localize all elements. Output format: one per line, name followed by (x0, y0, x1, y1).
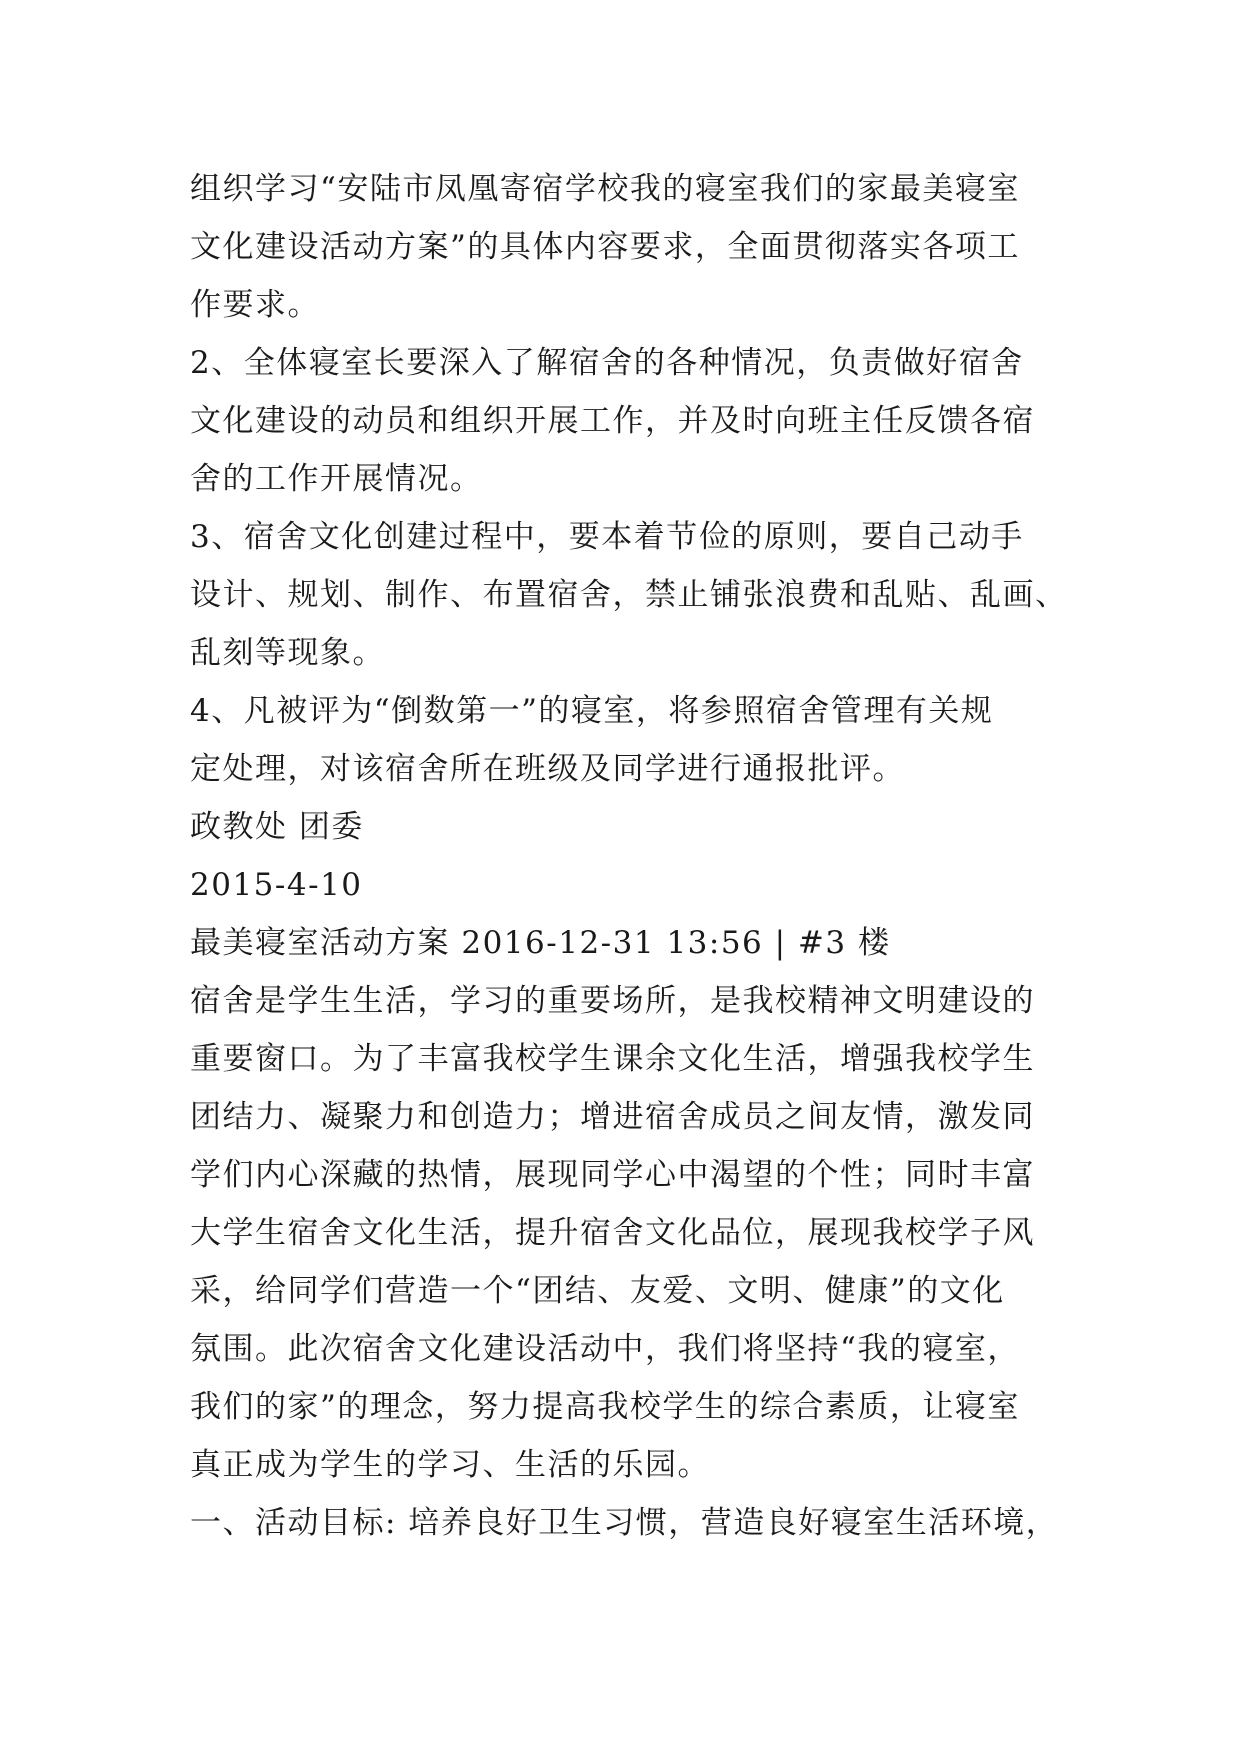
text-line: 学们内心深藏的热情，展现同学心中渴望的个性；同时丰富 (190, 1157, 1035, 1193)
signature-line: 政教处 团委 (190, 809, 364, 845)
text-line: 重要窗口。为了丰富我校学生课余文化生活，增强我校学生 (190, 1041, 1035, 1077)
text-line: 氛围。此次宿舍文化建设活动中，我们将坚持“我的寝室， (190, 1331, 1020, 1367)
text-line: 4、凡被评为“倒数第一”的寝室，将参照宿舍管理有关规 (190, 693, 994, 729)
text-line: 采，给同学们营造一个“团结、友爱、文明、健康”的文化 (190, 1273, 1005, 1309)
text-line: 3、宿舍文化创建过程中，要本着节俭的原则，要自己动手 (190, 519, 1024, 555)
date-line: 2015-4-10 (190, 867, 363, 903)
text-line: 文化建设活动方案”的具体内容要求，全面贯彻落实各项工 (190, 229, 1020, 265)
text-line: 2、全体寝室长要深入了解宿舍的各种情况，负责做好宿舍 (190, 345, 1024, 381)
text-line: 组织学习“安陆市凤凰寄宿学校我的寝室我们的家最美寝室 (190, 171, 1020, 207)
post-header-line: 最美寝室活动方案 2016-12-31 13:56 | #3 楼 (190, 925, 891, 961)
text-line: 团结力、凝聚力和创造力；增进宿舍成员之间友情，激发同 (190, 1099, 1035, 1135)
text-line: 真正成为学生的学习、生活的乐园。 (190, 1447, 710, 1483)
text-line: 作要求。 (190, 287, 320, 323)
document-body (190, 160, 1070, 1552)
text-line: 舍的工作开展情况。 (190, 461, 483, 497)
text-line: 乱刻等现象。 (190, 635, 385, 671)
text-line: 一、活动目标: 培养良好卫生习惯，营造良好寝室生活环境， (190, 1505, 1059, 1541)
text-line: 宿舍是学生生活，学习的重要场所，是我校精神文明建设的 (190, 983, 1035, 1019)
text-line: 大学生宿舍文化生活，提升宿舍文化品位，展现我校学子风 (190, 1215, 1035, 1251)
text-line: 定处理，对该宿舍所在班级及同学进行通报批评。 (190, 751, 905, 787)
text-line: 文化建设的动员和组织开展工作，并及时向班主任反馈各宿 (190, 403, 1035, 439)
text-line: 设计、规划、制作、布置宿舍，禁止铺张浪费和乱贴、乱画、 (190, 577, 1068, 613)
text-line: 我们的家”的理念，努力提高我校学生的综合素质，让寝室 (190, 1389, 1020, 1425)
